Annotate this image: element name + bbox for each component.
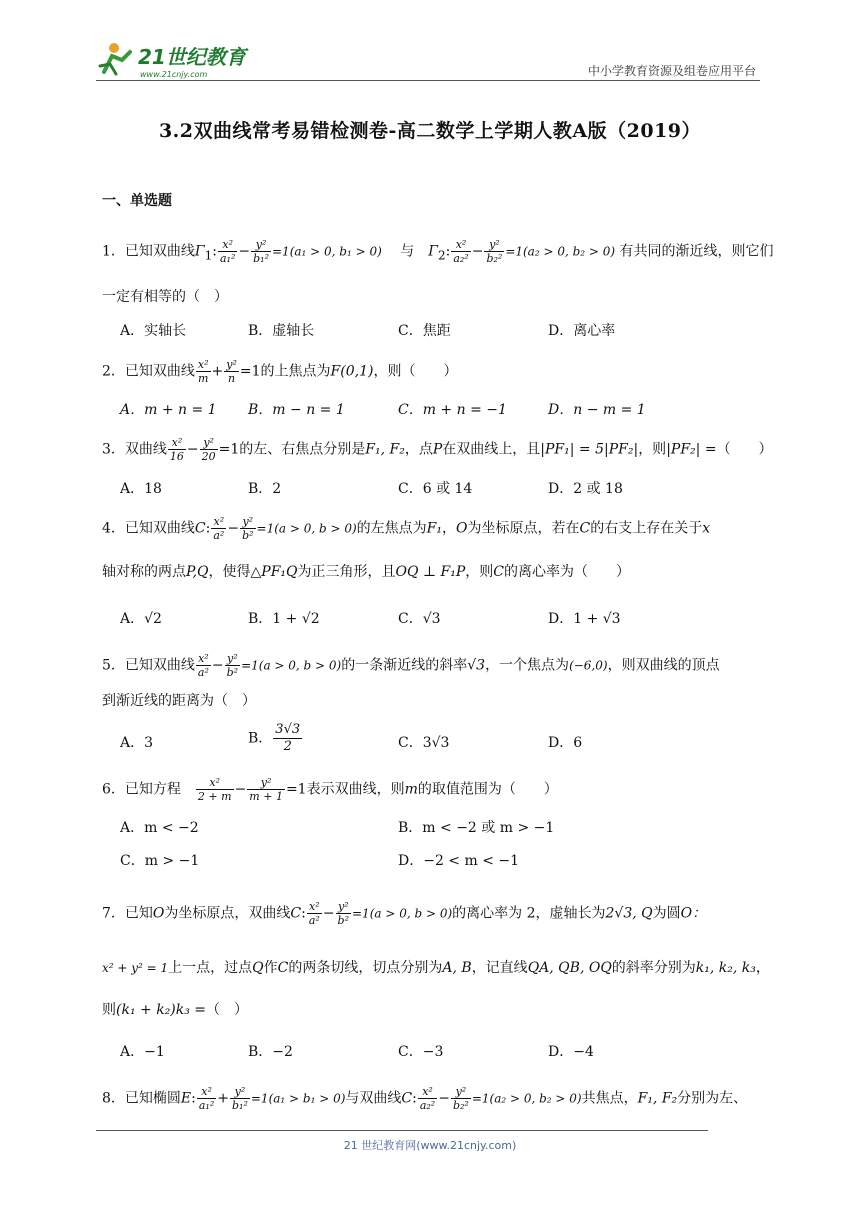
q8-cond1: =1(a₁ > b₁ > 0) <box>250 1091 346 1106</box>
q6-option-c: C．m > −1 <box>120 853 200 869</box>
q7-line2d: 的两条切线，切点分别为 <box>288 960 443 976</box>
q5-cond: =1(a > 0, b > 0) <box>241 658 342 673</box>
q7-line2b: 上一点，过点 <box>168 960 253 976</box>
q5-slope: √3 <box>467 657 486 674</box>
q7-q: Q <box>252 960 264 976</box>
q3-option-c: C．6 或 14 <box>398 481 473 497</box>
q3-foci: F₁, F₂ <box>365 441 405 458</box>
frac-y2-b2: $\frac{\text{y²}}{\text{b²}}$ <box>337 900 349 927</box>
q7-line3c: （ ） <box>206 1002 249 1018</box>
q8-t2: 共焦点， <box>581 1090 638 1107</box>
q4-pq: P,Q <box>186 564 209 580</box>
q7-c-ref: C <box>277 960 289 976</box>
q4-option-c: C．√3 <box>398 611 441 627</box>
question-3: 3．双曲线 $\frac{\text{x²}}{16}$ − $\frac{\text{y²}}{20}$ =1的左、右焦点分别是F₁, F₂，点P在双曲线上，且|PF₁| = 5|PF₂|，则|PF₂| =（ ） <box>102 436 773 463</box>
q1-option-b: B．虚轴长 <box>248 323 315 339</box>
frac-x2-a2: $\frac{\text{x²}}{\text{a²}}$ <box>213 515 225 542</box>
q1-option-c: C．焦距 <box>398 323 451 339</box>
section-heading: 一、单选题 <box>102 193 172 209</box>
q2-option-c: C．m + n = −1 <box>398 402 507 418</box>
q4-o: O <box>456 520 468 537</box>
frac-x2-a1: $\frac{\text{x²}}{\text{a₁²}}$ <box>198 1085 215 1112</box>
q2-stem: 2．已知双曲线 <box>102 363 195 380</box>
q7-expr: (k₁ + k₂)k₃ = <box>116 1002 207 1018</box>
q7-cond: =1(a > 0, b > 0) <box>352 906 453 921</box>
q7-line3 <box>102 1000 248 1020</box>
q4-option-a: A．√2 <box>120 611 162 627</box>
question-5: 5．已知双曲线 $\frac{\text{x²}}{\text{a²}}$ − $\frac{\text{y²}}{\text{b²}}$ =1(a > 0, b > 0)的一条渐近线的斜率√3，一个焦点为(−6,0)，则双曲线的顶点 <box>102 652 720 679</box>
q4-line2 <box>102 562 630 582</box>
q8-e: E <box>180 1090 192 1107</box>
q5-option-b-num: 3√3 <box>275 722 301 737</box>
q1-tail: 有共同的渐近线，则它们 <box>619 243 774 260</box>
q7-t3: 为圆 <box>652 905 681 922</box>
q8-stem: 8．已知椭圆 <box>102 1090 181 1107</box>
q3-mid3: ，则 <box>638 441 667 458</box>
q8-mid: 与双曲线 <box>345 1090 402 1107</box>
q4-tail3: 为坐标原点，若在 <box>467 520 580 537</box>
q3-option-a: A．18 <box>120 481 162 497</box>
q5-option-b <box>248 722 303 755</box>
q7-line2g: ， <box>755 960 770 976</box>
q6-m: m <box>404 781 418 798</box>
frac-y2-mp1: $\frac{\text{y²}}{m + 1}$ <box>249 776 283 803</box>
footer-link[interactable]: 21 世纪教育网(www.21cnjy.com) <box>343 1139 517 1152</box>
q7-line2e: ，记直线 <box>471 960 528 976</box>
q8-foci: F₁, F₂ <box>637 1090 678 1107</box>
q7-o2: O： <box>680 905 707 922</box>
frac-y2-b2: $\frac{\text{y²}}{\text{b₂²}}$ <box>452 1085 469 1112</box>
q3-cond: |PF₁| = 5|PF₂| <box>540 441 639 458</box>
q3-end: （ ） <box>716 441 773 458</box>
q4-option-b: B．1 + √2 <box>248 611 320 627</box>
q7-line2c: 作 <box>263 960 278 976</box>
q4-x: x <box>702 520 711 537</box>
curve-c-ref2: C <box>493 564 505 580</box>
q4-line2a: 轴对称的两点 <box>102 564 186 580</box>
q5-option-b-label: B． <box>248 730 273 747</box>
q4-stem: 4．已知双曲线 <box>102 520 195 537</box>
q3-mid: ，点 <box>404 441 433 458</box>
frac-x2-a2: $\frac{\text{x²}}{\text{a²}}$ <box>308 900 320 927</box>
frac-x2-a2: $\frac{\text{x²}}{\text{a₂²}}$ <box>419 1085 436 1112</box>
q7-o: O <box>152 905 165 922</box>
q6-option-d: D．−2 < m < −1 <box>398 853 520 869</box>
frac-y2-n: $\frac{\text{y²}}{n}$ <box>226 358 237 385</box>
frac-x2-16: $\frac{\text{x²}}{16}$ <box>169 436 184 463</box>
q5-option-b-den: 2 <box>283 739 292 754</box>
frac-y2-20: $\frac{\text{y²}}{20}$ <box>201 436 216 463</box>
q4-tail: 的左焦点为 <box>356 520 427 537</box>
q8-cond2: =1(a₂ > 0, b₂ > 0) <box>471 1091 582 1106</box>
q6-option-a: A．m < −2 <box>120 820 199 836</box>
q3-option-b: B．2 <box>248 481 282 497</box>
q4-tail4: 的右支上存在关于 <box>590 520 703 537</box>
q7-line2 <box>102 958 770 978</box>
q1-option-a: A．实轴长 <box>120 323 187 339</box>
page-title: 3.2双曲线常考易错检测卷-高二数学上学期人教A版（2019） <box>158 120 702 142</box>
frac-x2-a2: $\frac{\text{x²}}{\text{a²}}$ <box>197 652 209 679</box>
q8-t3: 分别为左、 <box>677 1090 748 1107</box>
frac-x2-2pm: $\frac{\text{x²}}{2 + m}$ <box>197 776 232 803</box>
q1-mid: 与 <box>400 243 415 260</box>
q4-triangle: △PF₁Q <box>250 564 298 580</box>
q7-option-c: C．−3 <box>398 1044 444 1060</box>
frac-y2-b2: $\frac{\text{y²}}{\text{b²}}$ <box>242 515 254 542</box>
question-1: 1．已知双曲线$\Gamma_1$: $\frac{\text{x²}}{\text{a₁²}}$ − $\frac{\text{y²}}{\text{b₁²}}$ =1(a₁ > 0, b₁ > 0) 与 $\Gamma_2$: $\frac{\text{x²}}{\text{a₂²}}$ − $\frac{\text{y²}}{\text{b₂²}}$ =1(a₂ > 0, b₂ > 0) 有共同的渐近线，则它们 <box>102 238 774 265</box>
frac-x2-m: $\frac{\text{x²}}{m}$ <box>197 358 209 385</box>
q5-focus: (−6,0) <box>569 658 608 673</box>
q7-t2: 的离心率为 2，虚轴长为 <box>452 905 606 922</box>
q7-option-a: A．−1 <box>120 1044 165 1060</box>
q3-stem: 3．双曲线 <box>102 441 167 458</box>
question-7: 7．已知O为坐标原点，双曲线C: $\frac{\text{x²}}{\text{a²}}$ − $\frac{\text{y²}}{\text{b²}}$ =1(a > 0, b > 0)的离心率为 2，虚轴长为2√3, Q为圆O： <box>102 900 707 927</box>
q4-line2d: ，则 <box>465 564 494 580</box>
gamma-1: Γ <box>194 243 205 260</box>
q1-cond-2: =1(a₂ > 0, b₂ > 0) <box>505 244 616 259</box>
q2-tail: =1的上焦点为 <box>239 363 331 380</box>
logo-url: www.21cnjy.com <box>140 70 208 79</box>
q7-line3a: 则 <box>102 1002 116 1018</box>
q5-tail2: ，一个焦点为 <box>485 657 570 674</box>
q3-ask: |PF₂| = <box>666 441 717 458</box>
site-logo <box>96 38 256 80</box>
question-4: 4．已知双曲线C: $\frac{\text{x²}}{\text{a²}}$ − $\frac{\text{y²}}{\text{b²}}$ =1(a > 0, b > 0)的左焦点为F₁，O为坐标原点，若在C的右支上存在关于x <box>102 515 711 542</box>
q3-option-d: D．2 或 18 <box>548 481 623 497</box>
curve-c-ref: C <box>579 520 591 537</box>
curve-c: C <box>194 520 206 537</box>
q4-line2c: 为正三角形，且 <box>297 564 396 580</box>
q5-line2: 到渐近线的距离为（ ） <box>102 693 256 709</box>
q8-c: C <box>401 1090 413 1107</box>
gamma-2: Γ <box>428 243 438 260</box>
frac-x2-a2: $\frac{\text{x²}}{\text{a₂²}}$ <box>453 238 469 265</box>
platform-name: 中小学教育资源及组卷应用平台 <box>587 64 756 78</box>
frac-x2-a1: $\frac{\text{x²}}{\text{a₁²}}$ <box>220 238 236 265</box>
gamma-2-sub: 2 <box>437 248 446 263</box>
q5-tail: 的一条渐近线的斜率 <box>341 657 468 674</box>
logo-text: 21世纪教育 <box>138 45 246 69</box>
q7-ab: A, B <box>442 960 472 976</box>
frac-y2-b2: $\frac{\text{y²}}{\text{b²}}$ <box>226 652 239 679</box>
q5-option-c: C．3√3 <box>398 735 450 751</box>
question-8: 8．已知椭圆E: $\frac{\text{x²}}{\text{a₁²}}$ + $\frac{\text{y²}}{\text{b₁²}}$ =1(a₁ > b₁ > 0)与双曲线C: $\frac{\text{x²}}{\text{a₂²}}$ − $\frac{\text{y²}}{\text{b₂²}}$ =1(a₂ > 0, b₂ > 0)共焦点，F₁, F₂分别为左、 <box>102 1085 748 1112</box>
q7-lines: QA, QB, OQ <box>527 960 612 976</box>
q2-focus: F(0,1) <box>330 363 374 380</box>
q2-option-a: A．m + n = 1 <box>120 402 217 418</box>
q1-option-d: D．离心率 <box>548 323 616 339</box>
q7-option-d: D．−4 <box>548 1044 594 1060</box>
q2-end: ，则（ ） <box>373 363 458 380</box>
q3-mid2: 在双曲线上，且 <box>442 441 541 458</box>
header-divider <box>96 80 760 81</box>
q1-cond-1: =1(a₁ > 0, b₁ > 0) <box>272 244 382 259</box>
q5-option-a: A．3 <box>120 735 154 751</box>
q1-stem: 1．已知双曲线 <box>102 243 195 260</box>
q2-option-d: D．n − m = 1 <box>548 402 646 418</box>
q4-perp: OQ ⊥ F₁P <box>395 564 466 580</box>
q1-line2: 一定有相等的（ ） <box>102 289 228 305</box>
q7-stem: 7．已知 <box>102 905 153 922</box>
q6-tail: =1表示双曲线，则 <box>285 781 405 798</box>
frac-y2-b1: $\frac{\text{y²}}{\text{b₁²}}$ <box>253 238 269 265</box>
q3-tail: =1的左、右焦点分别是 <box>218 441 366 458</box>
frac-y2-b1: $\frac{\text{y²}}{\text{b₁²}}$ <box>232 1085 248 1112</box>
q7-line2f: 的斜率分别为 <box>611 960 696 976</box>
q2-option-b: B．m − n = 1 <box>248 402 345 418</box>
q4-cond: =1(a > 0, b > 0) <box>256 521 357 536</box>
q4-tail2: ， <box>442 520 456 537</box>
frac-y2-b2: $\frac{\text{y²}}{\text{b₂²}}$ <box>486 238 503 265</box>
q7-val: 2√3, Q <box>605 905 653 922</box>
q7-ks: k₁, k₂, k₃ <box>695 960 756 976</box>
q7-t1: 为坐标原点，双曲线 <box>164 905 291 922</box>
question-6: 6．已知方程 $\frac{\text{x²}}{2 + m}$ − $\frac{\text{y²}}{m + 1}$ =1表示双曲线，则m的取值范围为（ ） <box>102 776 558 803</box>
q5-tail3: ，则双曲线的顶点 <box>607 657 720 674</box>
q4-option-d: D．1 + √3 <box>548 611 621 627</box>
q5-stem: 5．已知双曲线 <box>102 657 195 674</box>
q7-option-b: B．−2 <box>248 1044 293 1060</box>
gamma-1-sub: 1 <box>204 248 213 263</box>
q7-c: C <box>290 905 302 922</box>
q6-option-b: B．m < −2 或 m > −1 <box>398 820 555 836</box>
logo-graphic <box>96 38 256 80</box>
q6-stem: 6．已知方程 <box>102 781 181 798</box>
q7-circle: x² + y² = 1 <box>102 961 169 975</box>
q4-f1: F₁ <box>426 520 442 537</box>
q5-option-d: D．6 <box>548 735 583 751</box>
footer-divider <box>96 1130 708 1131</box>
question-2: 2．已知双曲线 $\frac{\text{x²}}{m}$ + $\frac{\text{y²}}{n}$ =1的上焦点为F(0,1)，则（ ） <box>102 358 458 385</box>
q3-point-p: P <box>432 441 443 458</box>
q5-option-b-frac <box>273 722 302 755</box>
q4-line2e: 的离心率为（ ） <box>504 564 631 580</box>
q4-line2b: ，使得 <box>208 564 251 580</box>
q6-tail2: 的取值范围为（ ） <box>417 781 558 798</box>
